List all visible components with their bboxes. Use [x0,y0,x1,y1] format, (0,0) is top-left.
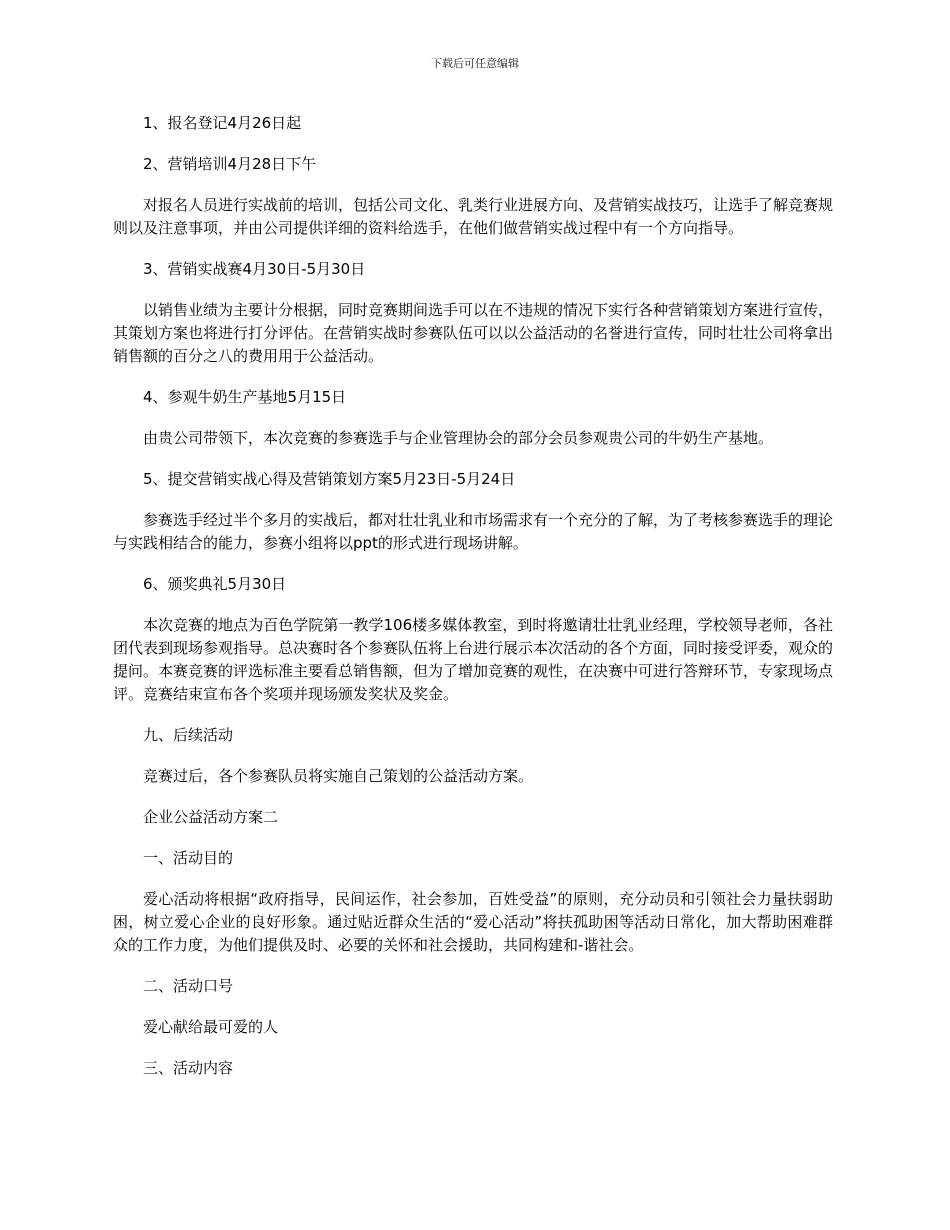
section-heading-purpose: 一、活动目的 [143,849,234,867]
plan-title: 企业公益活动方案二 [143,808,279,826]
list-item-registration: 1、报名登记4月26日起 [143,114,302,132]
list-item-submission: 5、提交营销实战心得及营销策划方案5月23日-5月24日 [143,470,516,488]
body-paragraph-competition: 以销售业绩为主要计分根据，同时竞赛期间选手可以在不违规的情况下实行各种营销策划方案进行宣传，其策划方案也将进行打分评估。在营销实战时参赛队伍可以以公益活动的名誉进行宣传，同时壮壮公司将拿出销售额的百分之八的费用用于公益活动。 [113,301,834,365]
body-paragraph-submission: 参赛选手经过半个多月的实战后，都对壮壮乳业和市场需求有一个充分的了解，为了考核参赛选手的理论与实践相结合的能力，参赛小组将以ppt的形式进行现场讲解。 [113,511,834,552]
body-paragraph-visit: 由贵公司带领下，本次竞赛的参赛选手与企业管理协会的部分会员参观贵公司的牛奶生产基地。 [143,429,774,447]
body-paragraph-slogan: 爱心献给最可爱的人 [143,1018,279,1036]
document-body [113,112,833,1098]
body-paragraph-purpose: 爱心活动将根据“政府指导，民间运作，社会参加，百姓受益”的原则，充分动员和引领社会力量扶弱助困，树立爱心企业的良好形象。通过贴近群众生活的“爱心活动”将扶孤助困等活动日常化，加大帮助困难群众的工作力度，为他们提供及时、必要的关怀和社会援助，共同构建和-谐社会。 [113,890,833,954]
page-header: 下载后可任意编辑 [431,57,519,70]
body-paragraph-award: 本次竞赛的地点为百色学院第一教学106楼多媒体教室，到时将邀请壮壮乳业经理，学校领导老师，各社团代表到现场参观指导。总决赛时各个参赛队伍将上台进行展示本次活动的各个方面，同时接受评委，观众的提问。本赛竞赛的评选标准主要看总销售额，但为了增加竞赛的观性，在决赛中可进行答辩环节，专家现场点评。竞赛结束宣布各个奖项并现场颁发奖状及奖金。 [113,616,834,703]
list-item-award: 6、颁奖典礼5月30日 [143,575,287,593]
list-item-visit: 4、参观牛奶生产基地5月15日 [143,388,347,406]
list-item-competition: 3、营销实战赛4月30日-5月30日 [143,260,366,278]
section-heading-follow-up: 九、后续活动 [143,726,234,744]
body-paragraph-training: 对报名人员进行实战前的培训，包括公司文化、乳类行业进展方向、及营销实战技巧，让选手了解竞赛规则以及注意事项，并由公司提供详细的资料给选手，在他们做营销实战过程中有一个方向指导。 [113,196,834,237]
section-heading-content: 三、活动内容 [143,1059,234,1077]
list-item-training: 2、营销培训4月28日下午 [143,155,317,173]
body-paragraph-follow-up: 竞赛过后，各个参赛队员将实施自己策划的公益活动方案。 [143,767,534,785]
section-heading-slogan: 二、活动口号 [143,977,234,995]
